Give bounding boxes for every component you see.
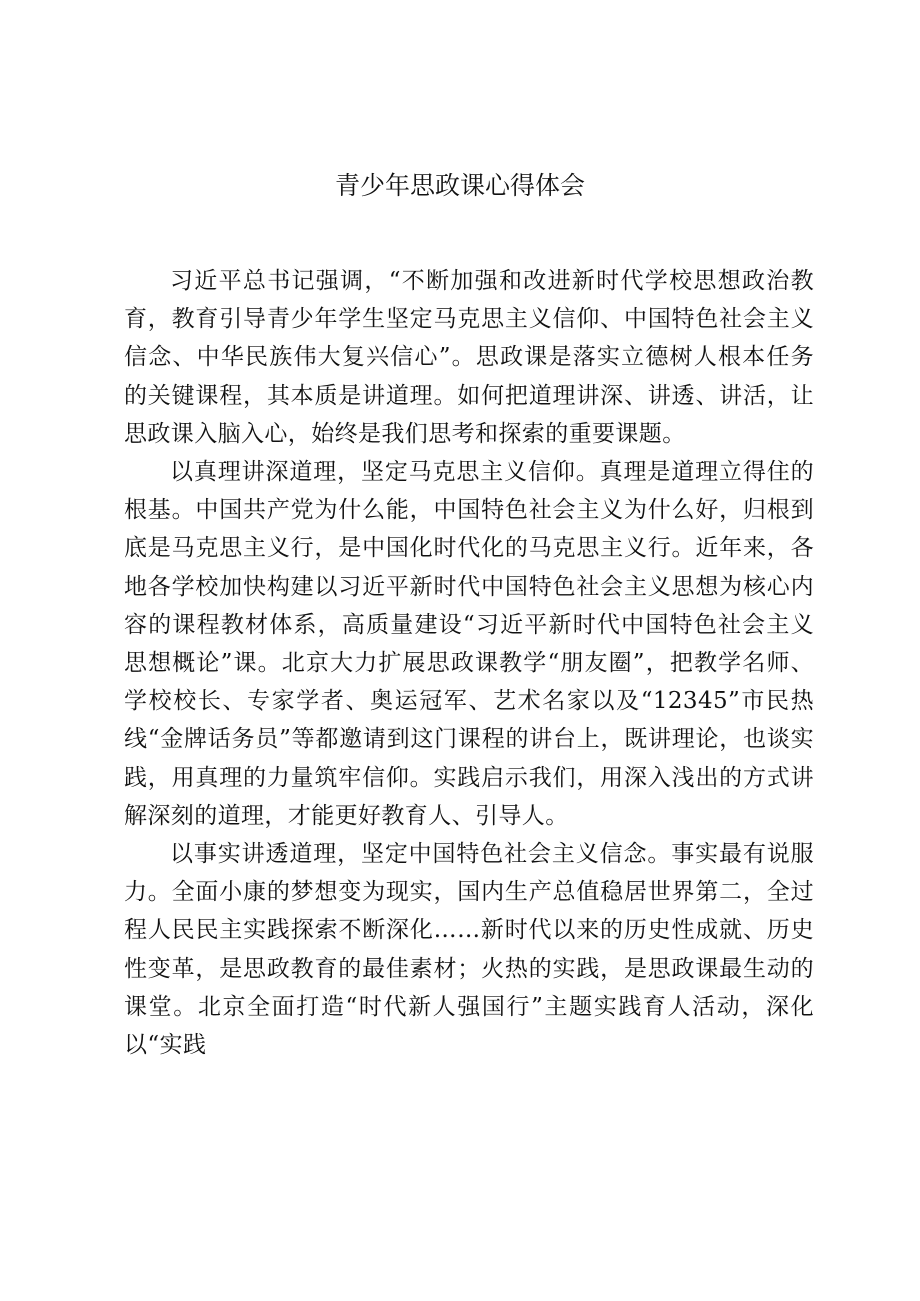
document-body xyxy=(124,262,814,1064)
document-title: 青少年思政课心得体会 xyxy=(334,171,585,200)
paragraph-intro: 习近平总书记强调，“不断加强和改进新时代学校思想政治教育，教育引导青少年学生坚定马克思主义信仰、中国特色社会主义信念、中华民族伟大复兴信心”。思政课是落实立德树人根本任务的关键课程，其本质是讲道理。如何把道理讲深、讲透、讲活，让思政课入脑入心，始终是我们思考和探索的重要课题。 xyxy=(124,268,814,447)
paragraph-facts: 以事实讲透道理，坚定中国特色社会主义信念。事实最有说服力。全面小康的梦想变为现实，国内生产总值稳居世界第二，全过程人民民主实践探索不断深化……新时代以来的历史性成就、历史性变革，是思政教育的最佳素材；火热的实践，是思政课最生动的课堂。北京全面打造“时代新人强国行”主题实践育人活动，深化以“实践 xyxy=(124,841,814,1059)
paragraph-truth: 以真理讲深道理，坚定马克思主义信仰。真理是道理立得住的根基。中国共产党为什么能，中国特色社会主义为什么好，归根到底是马克思主义行，是中国化时代化的马克思主义行。近年来，各地各学校加快构建以习近平新时代中国特色社会主义思想为核心内容的课程教材体系，高质量建设“习近平新时代中国特色社会主义思想概论”课。北京大力扩展思政课教学“朋友圈”，把教学名师、学校校长、专家学者、奥运冠军、艺术名家以及“12345”市民热线“金牌话务员”等都邀请到这门课程的讲台上，既讲理论，也谈实践，用真理的力量筑牢信仰。实践启示我们，用深入浅出的方式讲解深刻的道理，才能更好教育人、引导人。 xyxy=(124,459,814,829)
